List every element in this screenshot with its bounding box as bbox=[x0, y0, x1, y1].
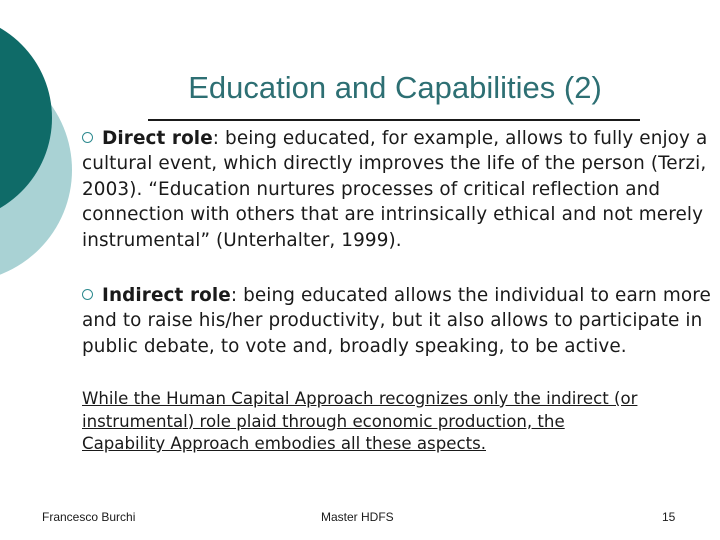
footer-course: Master HDFS bbox=[321, 510, 394, 524]
title-divider bbox=[148, 119, 640, 121]
bullet-indirect-role bbox=[82, 283, 714, 359]
bullet-term: Direct role bbox=[102, 128, 213, 149]
bullet-direct-role bbox=[82, 126, 714, 253]
summary-note: While the Human Capital Approach recognizes only the indirect (or instrumental) role plaid through economic production, the Capability Approach embodies all these aspects. bbox=[82, 389, 638, 453]
slide-title: Education and Capabilities (2) bbox=[188, 70, 602, 105]
circle-bullet-icon bbox=[82, 289, 93, 300]
bullet-text: : being educated, for example, allows to fully enjoy a cultural event, which directly improves the life of the person (Terzi, 2003). “Education nurtures processes of critical reflection and connection with others that are intrinsically ethical and not merely instrumental” (Unterhalter, 1999). bbox=[82, 128, 708, 251]
page-number: 15 bbox=[662, 510, 676, 524]
footer-author: Francesco Burchi bbox=[42, 510, 136, 524]
bullet-term: Indirect role bbox=[102, 285, 231, 306]
circle-bullet-icon bbox=[82, 132, 93, 143]
bullet-text: : being educated allows the individual to earn more and to raise his/her productivity, but it also allows to participate in public debate, to vote and, broadly speaking, to be active. bbox=[82, 285, 711, 357]
